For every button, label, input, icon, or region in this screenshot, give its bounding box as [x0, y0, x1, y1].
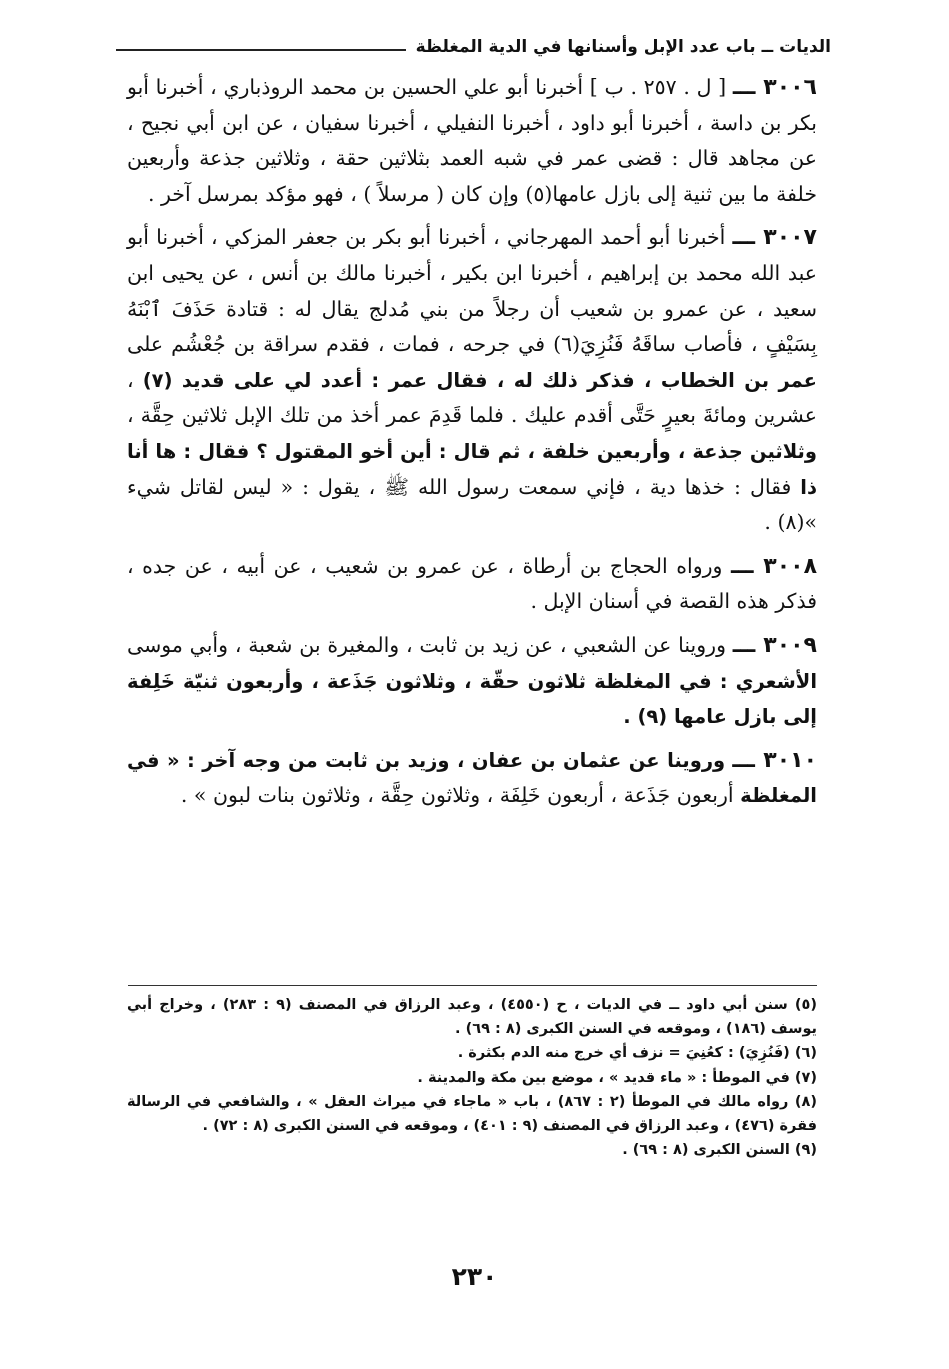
hadith-3008 — [127, 549, 817, 620]
hadith-bold-text: وثلاثين جذعة ، وأربعين خلفة ، ثم قال : أين أخو المقتول ؟ فقال : ها أنا ذا — [127, 439, 817, 499]
hadith-text: أربعون جَذَعة ، أربعون خَلِفَة ، وثلاثون حِقَّة ، وثلاثون بنات لبون » . — [180, 783, 734, 808]
hadith-text: [ ل . ٢٥٧ . ب ] أخبرنا أبو علي الحسين بن محمد الروذباري ، أخبرنا أبو بكر بن داسة ، أخبرنا أبو داود ، أخبرنا النفيلي ، أخبرنا سفيان ، عن ابن أبي نجيح ، عن مجاهد قال : قضى عمر في شبه العمد بثلاثين حقة ، وثلاثين جذعة وأربعين خلفة ما بين ثنية إلى بازل عامها(٥) وإن كان ( مرسلاً ) ، فهو مؤكد بمرسل آخر . — [127, 75, 817, 206]
hadith-text: وروينا عن الشعبي ، عن زيد بن ثابت ، والمغيرة بن شعبة ، وأبي موسى — [127, 632, 726, 657]
footnote: (٧) في الموطأ : « ماء قديد » ، موضع بين مكة والمدينة . — [417, 1069, 817, 1086]
hadith-number: ٣٠١٠ ـــ — [732, 747, 817, 773]
hadith-text: ، عشرين ومائةَ بعيرٍ حَتَّى أقدم عليك . فلما قَدِمَ عمر أخذ من تلك الإبل ثلاثين حِقَّة ، — [127, 367, 817, 428]
hadith-number: ٣٠٠٧ ـــ — [732, 225, 817, 251]
running-header — [116, 34, 831, 60]
hadith-number: ٣٠٠٩ ـــ — [732, 632, 817, 658]
main-text — [127, 70, 817, 814]
footnote: (٦) (فَنُزِيَ) : كعُنِيَ = نزف أي خرج منه الدم بكثرة . — [457, 1045, 817, 1062]
footnote-divider — [128, 985, 817, 986]
hadith-bold-text: عمر بن الخطاب ، فذكر ذلك له ، فقال عمر : أعدد لي على قديد (٧) — [142, 368, 817, 392]
hadith-text: فقال : خذها دية ، فإني سمعت رسول الله ﷺ ، يقول : « ليس لقاتل شيء »(٨) . — [127, 474, 817, 535]
hadith-bold-text: وروينا عن عثمان بن عفان ، وزيد بن ثابت من وجه آخر : « في المغلظة — [127, 748, 817, 808]
hadith-text: ورواه الحجاج بن أرطاة ، عن عمرو بن شعيب ، عن أبيه ، عن جده ، فذكر هذه القصة في أسنان الإبل . — [127, 553, 817, 614]
hadith-number: ٣٠٠٦ ـــ — [732, 75, 817, 100]
hadith-bold-text: الأشعري : في المغلظة ثلاثون حقّة ، وثلاثون جَذَعة ، وأربعون ثنيّة خَلِفة إلى بازل عامها (٩) . — [127, 669, 817, 729]
footnote: (٨) رواه مالك في الموطأ (٢ : ٨٦٧) ، باب « ماجاء في ميراث العقل » ، والشافعي في الرسالة فقرة (٤٧٦) ، وعبد الرزاق في المصنف (٩ : ٤٠١) ، وموقعه في السنن الكبرى (٨ : ٧٢) . — [127, 1093, 818, 1135]
page-number: ٢٣٠ — [451, 1262, 498, 1291]
hadith-number: ٣٠٠٨ ـــ — [731, 553, 817, 579]
hadith-3006 — [127, 70, 817, 212]
header-title: الديات ــ باب عدد الإبل وأسنانها في الدية المغلظة — [415, 37, 831, 57]
footnotes — [127, 993, 817, 1162]
hadith-3009 — [127, 628, 817, 735]
hadith-text: أخبرنا أبو أحمد المهرجاني ، أخبرنا أبو بكر بن جعفر المزكي ، أخبرنا أبو عبد الله محمد بن إبراهيم ، أخبرنا ابن بكير ، أخبرنا مالك بن أنس ، عن يحيى ابن سعيد ، عن عمرو بن شعيب أن رجلاً من بني مُدلج يقال له : قتادة حَذَفَ ٱبْنَهُ بِسَيْفٍ ، فأصاب ساقَهُ فَنُزِيَ(٦) في جرحه ، فمات ، فقدم سراقة بن جُعْشُم على — [127, 225, 817, 357]
header-rule — [116, 49, 406, 51]
footnote: (٩) السنن الكبرى (٨ : ٦٩) . — [622, 1142, 817, 1159]
hadith-3010 — [127, 743, 817, 814]
footnote: (٥) سنن أبي داود ــ في الديات ، ح (٤٥٥٠) ، وعبد الرزاق في المصنف (٩ : ٢٨٣) ، وخراج أبي يوسف (١٨٦) ، وموقعه في السنن الكبرى (٨ : ٦٩) . — [127, 997, 817, 1038]
hadith-3007 — [127, 220, 817, 540]
